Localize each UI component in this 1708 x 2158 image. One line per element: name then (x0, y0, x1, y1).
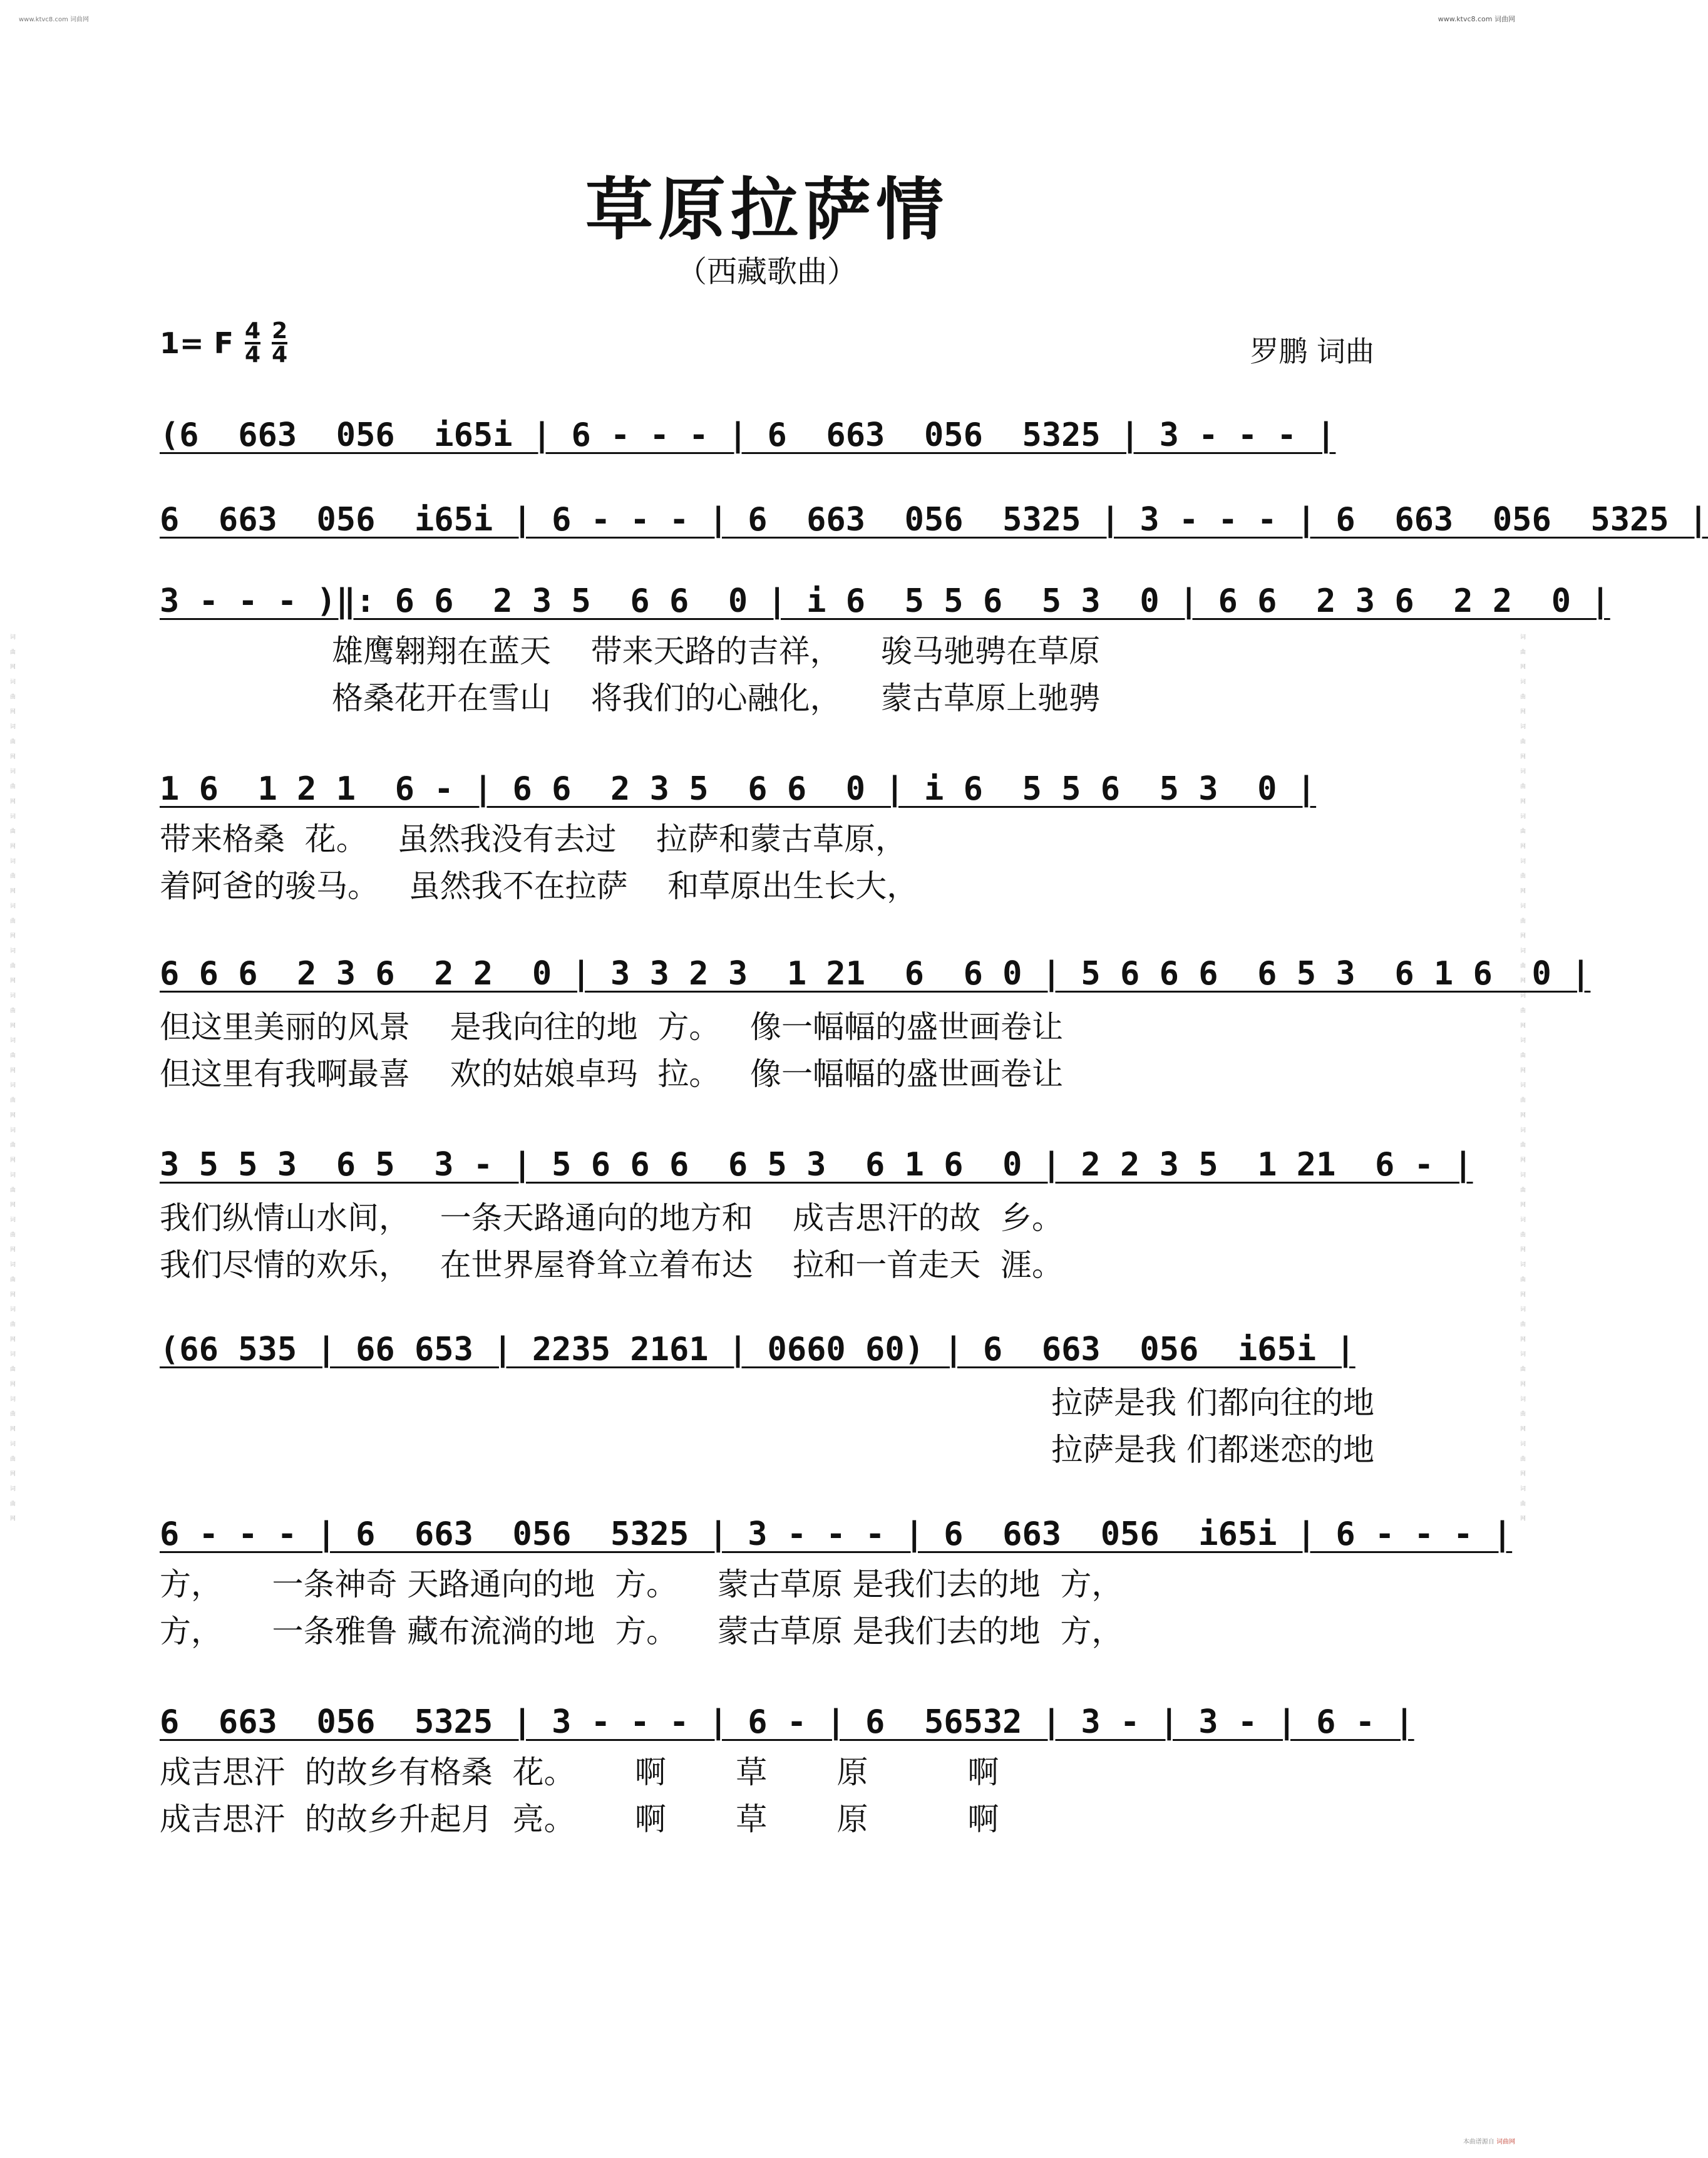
lyric-line-8-verse-2: 方， 一条雅鲁 藏布流淌的地 方。 蒙古草原 是我们去的地 方， (160, 1613, 1123, 1649)
lyric-line-4-verse-1: 带来格桑 花。 虽然我没有去过 拉萨和蒙古草原， (160, 821, 907, 857)
lyric-line-3-verse-1: 雄鹰翱翔在蓝天 带来天路的吉祥， 骏马驰骋在草原 (332, 633, 1101, 669)
lyric-line-8-verse-1: 方， 一条神奇 天路通向的地 方。 蒙古草原 是我们去的地 方， (160, 1566, 1123, 1603)
notation-line-7: (66 535 | 66 653 | 2235 2161 | 0660 60) | 6 663 056 i65i | (160, 1331, 1356, 1368)
notation-line-3: 3 - - - )‖: 6 6 2 3 5 6 6 0 | i 6 5 5 6 5 3 0 | 6 6 2 3 6 2 2 0 | (160, 582, 1610, 620)
notation-line-4: 1 6 1 2 1 6 - | 6 6 2 3 5 6 6 0 | i 6 5 5 6 5 3 0 | (160, 770, 1317, 808)
lyric-line-7-verse-1: 拉萨是我 们都向往的地 (1051, 1385, 1374, 1421)
time-signature-1: $\frac{4}{4}$ (245, 318, 261, 368)
source-prefix: 本曲谱源自 (1463, 2139, 1494, 2145)
time-signature-2: $\frac{2}{4}$ (272, 318, 288, 368)
lyric-line-9-verse-1: 成吉思汗 的故乡有格桑 花。 啊 草 原 啊 (160, 1754, 999, 1790)
lyric-line-6-verse-1: 我们纵情山水间， 一条天路通向的地方和 成吉思汗的故 乡。 (160, 1200, 1064, 1236)
notation-line-9: 6 663 056 5325 | 3 - - - | 6 - | 6 56532 | 3 - | 3 - | 6 - | (160, 1703, 1414, 1741)
notation-line-6: 3 5 5 3 6 5 3 - | 5 6 6 6 6 5 3 6 1 6 0 | 2 2 3 5 1 21 6 - | (160, 1146, 1473, 1184)
notation-line-2: 6 663 056 i65i | 6 - - - | 6 663 056 5325 | 3 - - - | 6 663 056 5325 | (160, 501, 1708, 539)
notation-line-1: (6 663 056 i65i | 6 - - - | 6 663 056 5325 | 3 - - - | (160, 416, 1336, 454)
key-signature (160, 318, 288, 368)
lyric-line-3-verse-2: 格桑花开在雪山 将我们的心融化， 蒙古草原上驰骋 (332, 680, 1101, 716)
lyric-line-4-verse-2: 着阿爸的骏马。 虽然我不在拉萨 和草原出生长大， (160, 868, 918, 904)
site-watermark-top-right: www.ktvc8.com 词曲网 (1438, 15, 1515, 23)
key-label: 1= F (160, 326, 234, 361)
left-watermark-strip: 词 曲 网 词 曲 网 词 曲 网 词 曲 网 词 曲 网 词 曲 网 词 曲 网 词 曲 网 词 曲 网 词 曲 网 词 曲 网 词 曲 网 词 曲 网 词 曲 网 词 曲 网 词 曲 网 词 曲 网 词 曲 网 词 曲 网 词 曲 网 (9, 633, 15, 1525)
composer-credit: 罗鹏 词曲 (1250, 334, 1374, 368)
lyric-line-5-verse-1: 但这里美丽的风景 是我向往的地 方。 像一幅幅的盛世画卷让 (160, 1009, 1064, 1045)
lyric-line-9-verse-2: 成吉思汗 的故乡升起月 亮。 啊 草 原 啊 (160, 1801, 999, 1837)
site-watermark-bottom-right (1463, 2136, 1515, 2145)
right-watermark-strip: 词 曲 网 词 曲 网 词 曲 网 词 曲 网 词 曲 网 词 曲 网 词 曲 网 词 曲 网 词 曲 网 词 曲 网 词 曲 网 词 曲 网 词 曲 网 词 曲 网 词 曲 网 词 曲 网 词 曲 网 词 曲 网 词 曲 网 词 曲 网 (1519, 633, 1525, 1525)
notation-line-8: 6 - - - | 6 663 056 5325 | 3 - - - | 6 663 056 i65i | 6 - - - | (160, 1515, 1513, 1553)
lyric-line-6-verse-2: 我们尽情的欢乐， 在世界屋脊耸立着布达 拉和一首走天 涯。 (160, 1247, 1064, 1283)
lyric-line-7-verse-2: 拉萨是我 们都迷恋的地 (1051, 1432, 1374, 1468)
song-title: 草原拉萨情 (585, 170, 949, 249)
site-watermark-top-left: www.ktvc8.com 词曲网 (19, 16, 90, 23)
notation-line-5: 6 6 6 2 3 6 2 2 0 | 3 3 2 3 1 21 6 6 0 | 5 6 6 6 6 5 3 6 1 6 0 | (160, 955, 1591, 993)
song-subtitle: （西藏歌曲） (676, 254, 857, 289)
source-brand: 词曲网 (1496, 2139, 1515, 2145)
lyric-line-5-verse-2: 但这里有我啊最喜 欢的姑娘卓玛 拉。 像一幅幅的盛世画卷让 (160, 1056, 1064, 1092)
